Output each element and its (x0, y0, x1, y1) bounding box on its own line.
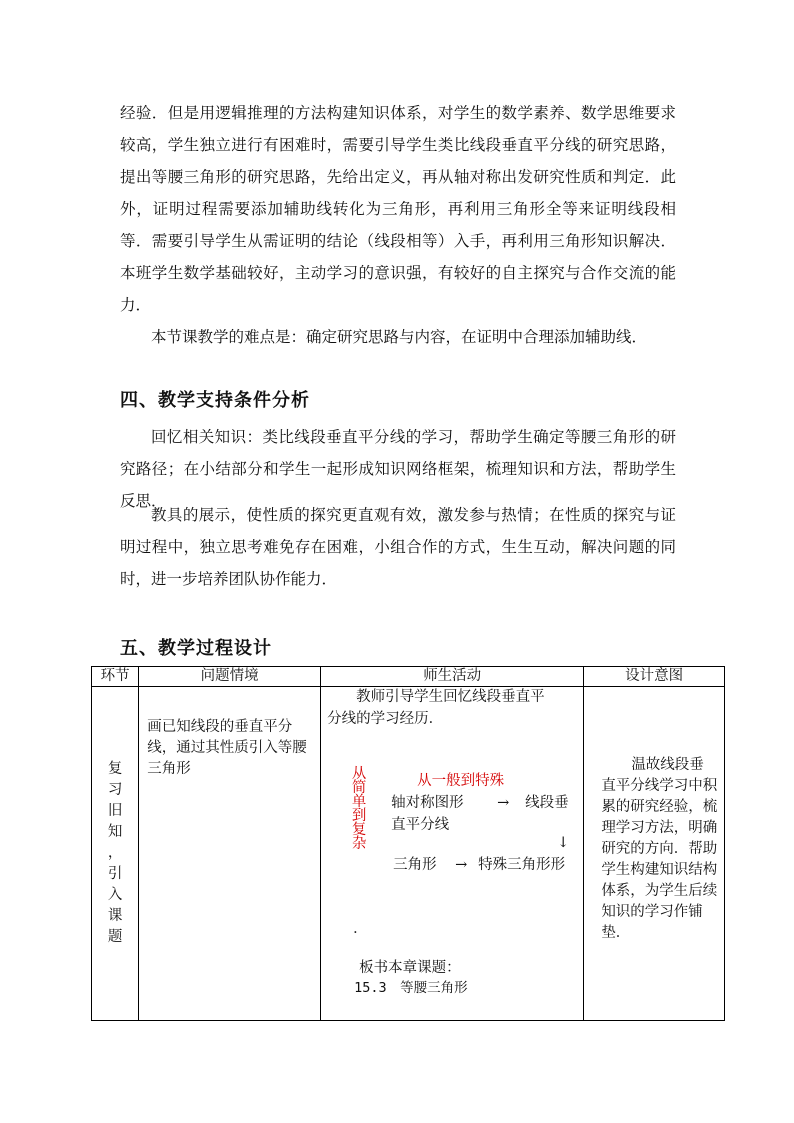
support-paragraph-2: 教具的展示，使性质的探究更直观有效，激发参与热情；在性质的探究与证明过程中，独立思考难免存在困难，小组合作的方式，生生互动，解决问题的同时，进一步培养团队协作能力． (120, 506, 676, 588)
board-label: 板书本章课题： (359, 960, 461, 976)
arrow-down-icon: ↓ (557, 835, 570, 851)
process-table (91, 666, 725, 1021)
flow-perp-bisector-1: 线段垂 (525, 795, 569, 811)
situation-cell: 画已知线段的垂直平分线，通过其性质引入等腰三角形 (139, 687, 321, 1021)
header-intent: 设计意图 (584, 667, 725, 687)
board-title: 15.3 等腰三角形 (354, 980, 468, 996)
difficulty-paragraph: 本节课教学的难点是：确定研究思路与内容，在证明中合理添加辅助线． (151, 328, 648, 346)
header-stage: 环节 (92, 667, 139, 687)
arrow-right-icon: → (497, 795, 510, 811)
flow-axis-symmetric: 轴对称图形 (391, 795, 464, 811)
header-activity: 师生活动 (321, 667, 584, 687)
dot-mark: ． (353, 921, 368, 937)
flow-special-triangle: 特殊三角形形 (478, 857, 566, 873)
flow-triangle: 三角形 (393, 857, 437, 873)
section-5-heading: 五、教学过程设计 (120, 638, 272, 659)
table-header-row (92, 667, 725, 687)
general-to-special-label: 从一般到特殊 (417, 773, 505, 789)
section-4-heading: 四、教学支持条件分析 (120, 390, 310, 411)
activity-cell (321, 687, 584, 1021)
header-situation: 问题情境 (139, 667, 321, 687)
table-row (92, 687, 725, 1021)
support-paragraph-1: 回忆相关知识：类比线段垂直平分线的学习，帮助学生确定等腰三角形的研究路径；在小结部分和学生一起形成知识网络框架，梳理知识和方法，帮助学生反思． (120, 428, 676, 510)
intent-cell: 温故线段垂直平分线学习中积累的研究经验，梳理学习方法，明确研究的方向．帮助学生构建知识结构体系，为学生后续知识的学习作铺垫． (584, 687, 725, 1021)
stage-text: 复习 旧知 ， 引入 课题 (107, 761, 123, 945)
analysis-paragraph: 经验．但是用逻辑推理的方法构建知识体系，对学生的数学素养、数学思维要求较高，学生独立进行有困难时，需要引导学生类比线段垂直平分线的研究思路，提出等腰三角形的研究思路，先给出定义，再从轴对称出发研究性质和判定．此外，证明过程需要添加辅助线转化为三角形，再利用三角形全等来证明线段相等．需要引导学生从需证明的结论（线段相等）入手，再利用三角形知识解决．本班学生数学基础较好，主动学习的意识强，有较好的自主探究与合作交流的能力． (120, 104, 676, 314)
activity-intro-line2: 分线的学习经历． (327, 711, 444, 727)
activity-intro-line1: 教师引导学生回忆线段垂直平 (356, 689, 545, 705)
flow-perp-bisector-2: 直平分线 (391, 817, 450, 833)
simple-to-complex-label: 从 简 单 到 复 杂 (351, 766, 367, 852)
stage-cell (92, 687, 139, 1021)
arrow-right-icon: → (455, 857, 468, 873)
